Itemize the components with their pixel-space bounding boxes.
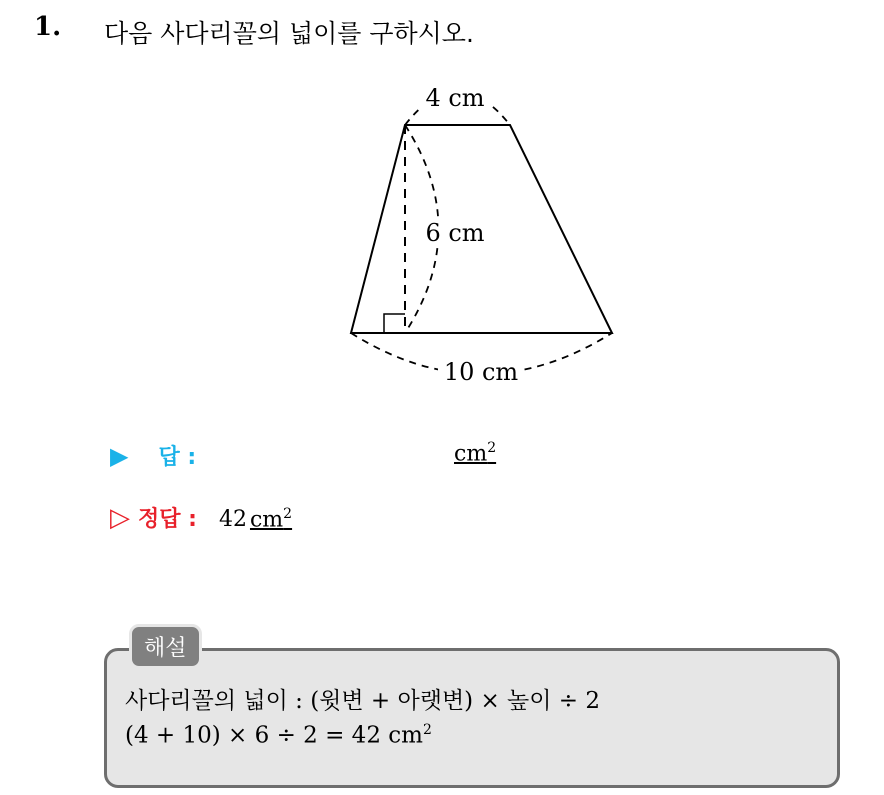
bottom-base-label: 10 cm xyxy=(443,358,519,386)
play-arrow-icon: ▶ xyxy=(110,442,129,470)
solution-tag: 해설 xyxy=(129,624,202,669)
correct-value: 42 xyxy=(218,507,247,532)
outline-arrow-icon: ▷ xyxy=(110,503,130,533)
solution-line-2: (4 + 10) × 6 ÷ 2 = 42 $cm^2$ xyxy=(125,722,432,749)
height-label: 6 cm xyxy=(425,219,485,247)
question-text: 다음 사다리꼴의 넓이를 구하시오. xyxy=(104,19,474,48)
answer-unit: $cm^2$ xyxy=(454,440,497,467)
solution-box xyxy=(104,648,840,788)
answer-field[interactable] xyxy=(454,440,496,466)
answer-label: 답 : xyxy=(158,445,197,470)
solution-line-1: 사다리꼴의 넓이 : (윗변 + 아랫변) × 높이 ÷ 2 xyxy=(125,688,600,714)
top-base-label: 4 cm xyxy=(425,84,485,112)
right-angle-marker xyxy=(384,314,405,333)
correct-label: 정답 : xyxy=(138,507,197,532)
correct-unit: $cm^2$ xyxy=(249,505,293,532)
answer-row xyxy=(110,440,196,471)
question-number: 1. xyxy=(34,12,62,42)
correct-answer-row xyxy=(110,502,292,533)
